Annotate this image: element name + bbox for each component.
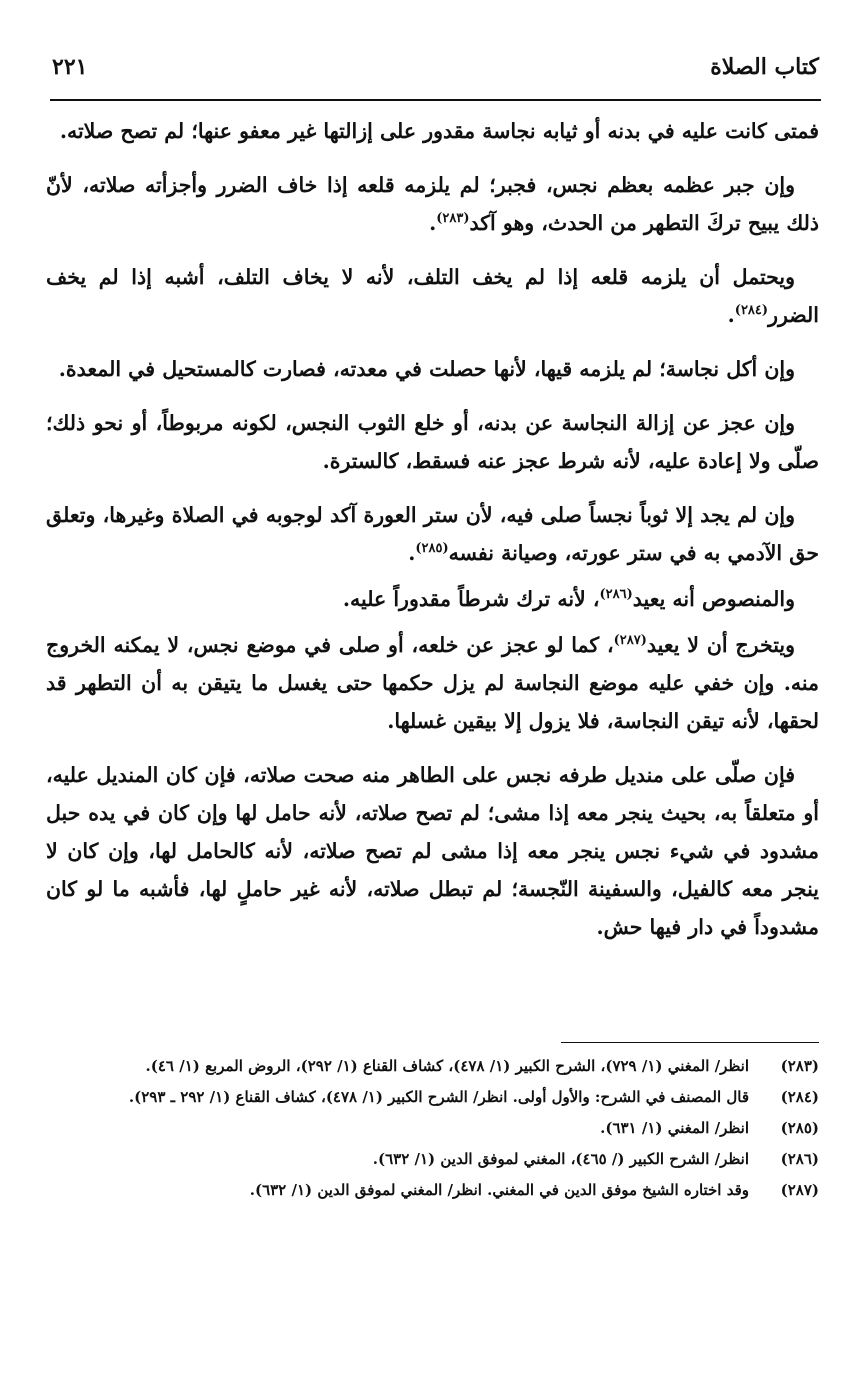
paragraph: وإن جبر عظمه بعظم نجس، فجبر؛ لم يلزمه قلعه إذا خاف الضرر وأجزأته صلاته، لأنّ ذلك يبيح تركَ التطهر من الحدث، وهو آكد$^{(٢٨٣)}$. xyxy=(46,173,819,235)
page-header xyxy=(52,48,819,94)
footnote-item xyxy=(50,1145,819,1174)
paragraph: ويحتمل أن يلزمه قلعه إذا لم يخف التلف، لأنه لا يخاف التلف، أشبه إذا لم يخف الضرر$^{(٢٨٤)}$. xyxy=(46,265,819,327)
header-divider xyxy=(50,99,821,101)
footnote-ref: (٢٨٧) xyxy=(613,633,647,649)
paragraph: ويتخرج أن لا يعيد$^{(٢٨٧)}$، كما لو عجز عن خلعه، أو صلى في موضع نجس، لا يمكنه الخروج منه. وإن خفي عليه موضع النجاسة لم يزل حكمها حتى يغسل ما يتيقن به أن التطهر قد لحقها، لأنه تيقن النجاسة، فلا يزول إلا بيقين غسلها. xyxy=(46,633,819,733)
footnote-number: (٢٨٥) xyxy=(780,1119,819,1137)
main-text xyxy=(46,112,819,962)
footnote-ref: (٢٨٥) xyxy=(415,541,449,557)
footnote-number: (٢٨٧) xyxy=(780,1181,819,1199)
footnote-ref: (٢٨٦) xyxy=(599,587,633,603)
footnote-item xyxy=(50,1052,819,1081)
footnote-number: (٢٨٣) xyxy=(780,1057,819,1075)
paragraph: فإن صلّى على منديل طرفه نجس على الطاهر منه صحت صلاته، فإن كان المنديل عليه، أو متعلقاً به، بحيث ينجر معه إذا مشى؛ لم تصح صلاته، لأنه حامل لها وإن كان في يده حبل مشدود في شيء نجس ينجر معه إذا مشى لم تصح صلاته، لأنه كالحامل لها، وإن كان لا ينجر معه كالفيل، والسفينة النّجسة؛ لم تبطل صلاته، لأنه غير حاملٍ لها، فأشبه ما لو كان مشدوداً في دار فيها حش. xyxy=(46,763,819,939)
footnote-text: انظر/ الشرح الكبير (/ ٤٦٥)، المغني لموفق الدين (١/ ٦٣٢). xyxy=(372,1150,749,1168)
footnote-divider xyxy=(561,1042,819,1043)
footnote-item xyxy=(50,1176,819,1205)
paragraph: فمتى كانت عليه في بدنه أو ثيابه نجاسة مقدور على إزالتها غير معفو عنها؛ لم تصح صلاته. xyxy=(59,119,819,143)
footnote-item xyxy=(50,1083,819,1112)
footnote-text: انظر/ المغني (١/ ٦٣١). xyxy=(600,1119,749,1137)
footnote-text: وقد اختاره الشيخ موفق الدين في المغني. انظر/ المغني لموفق الدين (١/ ٦٣٢). xyxy=(249,1181,749,1199)
footnote-number: (٢٨٦) xyxy=(780,1150,819,1168)
footnote-ref: (٢٨٣) xyxy=(436,211,470,227)
footnote-item xyxy=(50,1114,819,1143)
paragraph: وإن عجز عن إزالة النجاسة عن بدنه، أو خلع الثوب النجس، لكونه مربوطاً، أو نحو ذلك؛ صلّى ولا إعادة عليه، لأنه شرط عجز عنه فسقط، كالسترة. xyxy=(46,411,819,473)
footnote-ref: (٢٨٤) xyxy=(734,303,769,319)
paragraph: وإن لم يجد إلا ثوباً نجساً صلى فيه، لأن ستر العورة آكد لوجوبه في الصلاة وغيرها، وتعلق حق الآدمي به في ستر عورته، وصيانة نفسه$^{(٢٨٥)}$. xyxy=(46,503,819,565)
paragraph: والمنصوص أنه يعيد$^{(٢٨٦)}$، لأنه ترك شرطاً مقدوراً عليه. xyxy=(342,587,795,611)
footnote-text: قال المصنف في الشرح: والأول أولى. انظر/ الشرح الكبير (١/ ٤٧٨)، كشاف القناع (١/ ٢٩٢ ـ ٢٩٣). xyxy=(128,1088,749,1106)
footnote-number: (٢٨٤) xyxy=(780,1088,819,1106)
chapter-title: كتاب الصلاة xyxy=(710,54,819,80)
page-number: ٢٢١ xyxy=(52,54,88,80)
paragraph: وإن أكل نجاسة؛ لم يلزمه قيها، لأنها حصلت في معدته، فصارت كالمستحيل في المعدة. xyxy=(58,357,795,381)
footnote-text: انظر/ المغني (١/ ٧٢٩)، الشرح الكبير (١/ ٤٧٨)، كشاف القناع (١/ ٢٩٢)، الروض المربع (١/ ٤٦). xyxy=(145,1057,749,1075)
footnotes xyxy=(50,1052,819,1207)
